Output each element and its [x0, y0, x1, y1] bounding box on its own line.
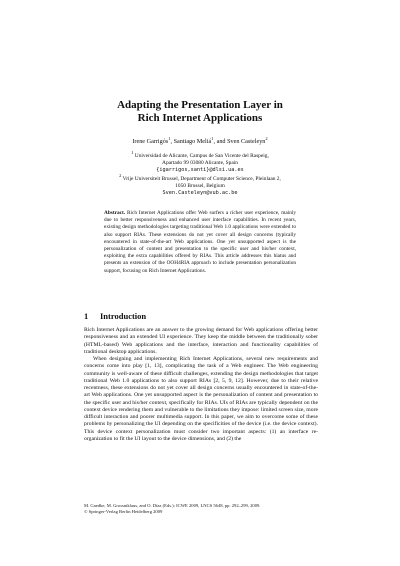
affiliation-line: Apartado 99 03080 Alicante, Spain [162, 160, 238, 167]
affiliation-line: 1050 Brussel, Belgium [175, 183, 225, 190]
author-separator: , and [213, 138, 228, 145]
title-line-1: Adapting the Presentation Layer in [117, 99, 283, 111]
section-title: Introduction [100, 311, 147, 321]
footnote-copyright: © Springer-Verlag Berlin Heidelberg 2009 [84, 509, 163, 514]
paragraph: When designing and implementing Rich Internet Applications, several new requirements and concerns come into play [1, 13], complicating the task of a Web engineer. The Web engineering community is well-aware of these difficult challenges, extending the design methodologies that target traditional Web 1.0 applications to also support RIAs [2, 5, 9, 12]. However, due to their relative recentness, these extensions do not yet cover all design concerns usually encountered in state-of-the-art Web applications. One yet unsupported aspect is the personalization of content and presentation to the specific user and his/her context, specifically for RIAs. UIs of RIAs are typically dependent on the context device rendering them and vulnerable to the limitations they impose: limited screen size, more difficult interaction and poorer multimedia support. In this paper, we aim to overcome some of these problems by personalizing the UI depending on the specificities of the device (i.e. the device context). This device context personalization must consider two important aspects: (1) an interface re-organization to fit the UI layout to the device dimensions, and (2) the [84, 356, 318, 442]
affiliation-marker: 2 [119, 173, 122, 179]
author-separator: , [170, 138, 174, 145]
affiliation-line: Universidad de Alicante, Campus de San Vicente del Raspeig, [134, 153, 269, 159]
footnote-citation: M. Gaedke, M. Grossniklaus, and O. Díaz (Eds.): ICWE 2009, LNCS 5648, pp. 292–299, 2009. [84, 503, 261, 508]
footnote [84, 503, 318, 515]
author-list [40, 135, 360, 146]
section-number: 1 [84, 311, 89, 321]
affiliation-1 [70, 150, 330, 175]
section-heading [84, 311, 146, 321]
affiliation-2 [70, 173, 330, 198]
author-affiliation-marker: 1 [168, 135, 171, 141]
affiliation-email: {igarrigos,santi}@dlsi.ua.es [156, 167, 244, 174]
author-name: Santiago Meliá [173, 138, 212, 145]
affiliation-email: Sven.Casteleyn@vub.ac.be [162, 190, 238, 197]
affiliation-line: Vrije Universiteit Brussel, Department of Computer Science, Pleinlaan 2, [122, 176, 281, 182]
abstract-label: Abstract. [104, 210, 126, 216]
author-name: Sven Casteleyn [227, 138, 266, 145]
author-affiliation-marker: 1 [211, 135, 214, 141]
affiliation-marker: 1 [131, 150, 134, 156]
paper-title [60, 99, 340, 125]
title-line-2: Rich Internet Applications [137, 112, 263, 124]
abstract [104, 210, 296, 275]
author-affiliation-marker: 2 [265, 135, 268, 141]
body-text [84, 327, 318, 443]
paragraph: Rich Internet Applications are an answer to the growing demand for Web applications offering better responsiveness and an extended UI experience. They keep the middle between the traditionally sober (HTML-based) Web applications and the interface, interaction and functionality capabilities of traditional desktop applications. [84, 327, 318, 355]
abstract-text: Rich Internet Applications offer Web surfers a richer user experience, mainly due to better responsiveness and enhanced user interface capabilities. In recent years, existing design methodologies targeting traditional Web 1.0 applications were extended to also support RIAs. These extensions do not yet cover all design concerns (typically encountered in state-of-the-art Web applications. One yet unsupported aspect is the personalization of content and presentation to the specific user and his/her context, exploiting the extra capabilities offered by RIAs. This article addresses this hiatus and presents an extension of the OOH4RIA approach to include presentation personalization support, focusing on Rich Internet Applications. [104, 210, 296, 274]
author-name: Irene Garrigós [132, 138, 169, 145]
